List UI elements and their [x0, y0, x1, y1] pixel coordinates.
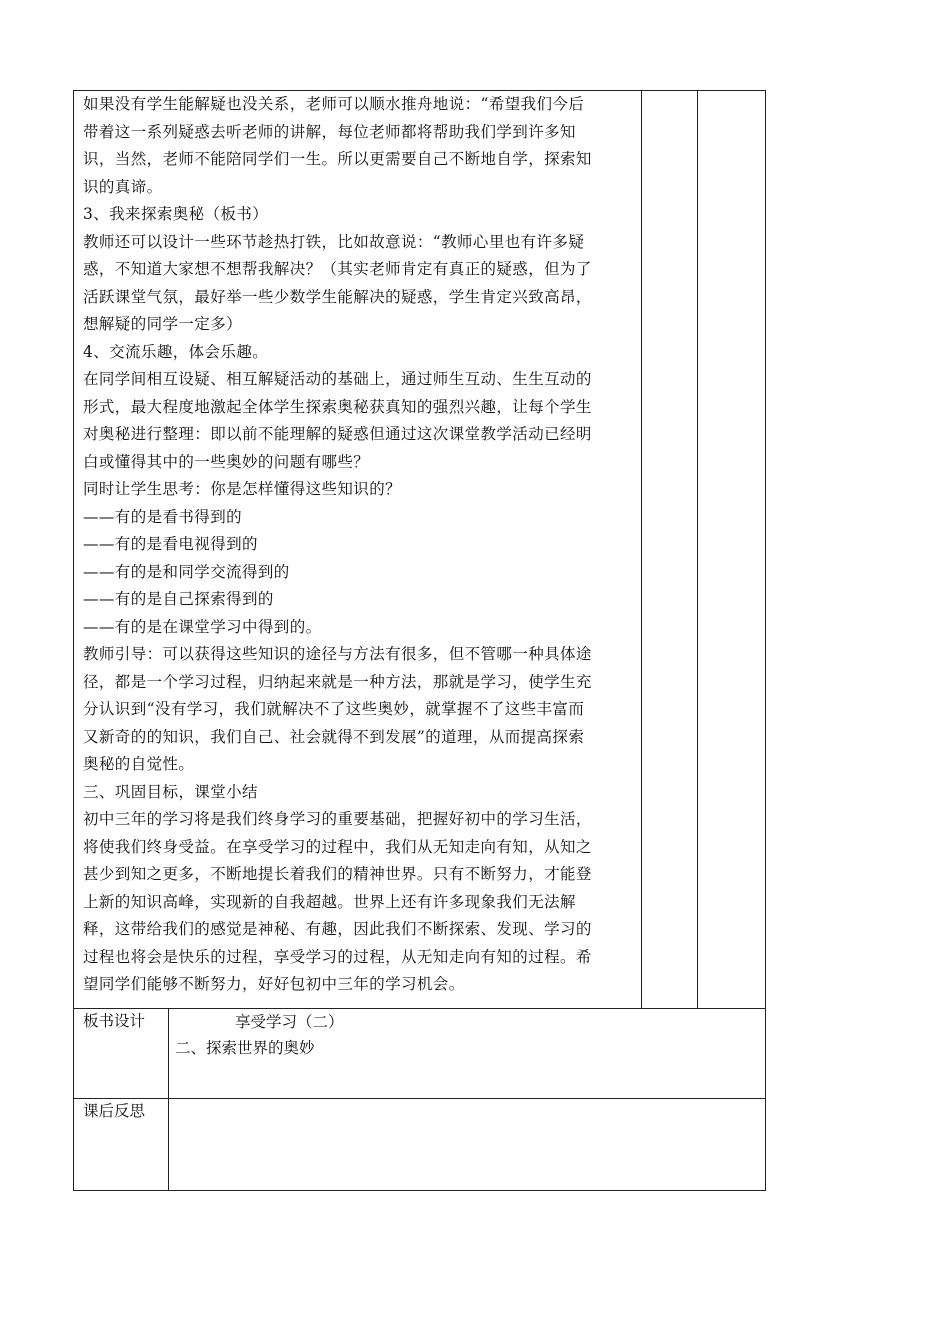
- board-design-subtitle: 二、探索世界的奥妙: [175, 1039, 315, 1057]
- lesson-content-row: [74, 91, 766, 1009]
- reflection-label: 课后反思: [83, 1102, 146, 1120]
- lesson-text-block: [83, 91, 635, 999]
- text-line: 甚少到知之更多，不断地提长着我们的精神世界。只有不断努力，才能登: [83, 865, 592, 883]
- text-line: 三、巩固目标，课堂小结: [83, 782, 258, 801]
- text-line: 上新的知识高峰，实现新的自我超越。世界上还有许多现象我们无法解: [83, 892, 576, 911]
- text-line: 3、我来探索奥秘（板书）: [83, 205, 269, 223]
- text-line: 对奥秘进行整理：即以前不能理解的疑惑但通过这次课堂教学活动已经明: [83, 425, 592, 443]
- text-line: 如果没有学生能解疑也没关系，老师可以顺水推舟地说：“希望我们今后: [83, 95, 585, 113]
- text-line: 在同学间相互设疑、相互解疑活动的基础上，通过师生互动、生生互动的: [83, 370, 592, 388]
- text-line: 想解疑的同学一定多）: [83, 315, 243, 333]
- lesson-plan-table: [73, 90, 766, 1191]
- text-line: 分认识到“没有学习，我们就解决不了这些奥妙，就掌握不了这些丰富而: [83, 700, 585, 718]
- text-line: 初中三年的学习将是我们终身学习的重要基础，把握好初中的学习生活，: [83, 810, 592, 828]
- reflection-row: [74, 1099, 766, 1191]
- reflection-label-cell: [74, 1099, 169, 1191]
- empty-column-cell-2: [698, 91, 766, 1009]
- text-line: 又新奇的的知识，我们自己、社会就得不到发展”的道理，从而提高探索: [83, 727, 585, 746]
- board-design-row: [74, 1009, 766, 1099]
- text-line: 识，当然，老师不能陪同学们一生。所以更需要自己不断地自学，探索知: [83, 150, 592, 168]
- text-line: ——有的是和同学交流得到的: [83, 562, 290, 581]
- text-line: 形式，最大程度地激起全体学生探索奥秘获真知的强烈兴趣，让每个学生: [83, 397, 592, 416]
- reflection-content-cell: [169, 1099, 766, 1191]
- text-line: 径，都是一个学习过程，归纳起来就是一种方法，那就是学习，使学生充: [83, 672, 592, 691]
- board-design-label: 板书设计: [83, 1012, 146, 1030]
- text-line: 识的真谛。: [83, 177, 163, 196]
- text-line: 4、交流乐趣，体会乐趣。: [83, 342, 269, 361]
- text-line: 释，这带给我们的感觉是神秘、有趣，因此我们不断探索、发现、学习的: [83, 920, 592, 938]
- board-design-title: 享受学习（二）: [235, 1013, 344, 1031]
- empty-column-cell-1: [642, 91, 698, 1009]
- text-line: 过程也将会是快乐的过程，享受学习的过程，从无知走向有知的过程。希: [83, 947, 592, 966]
- text-line: 同时让学生思考：你是怎样懂得这些知识的？: [83, 480, 402, 498]
- text-line: ——有的是自己探索得到的: [83, 590, 274, 608]
- text-line: ——有的是在课堂学习中得到的。: [83, 617, 322, 636]
- text-line: 教师引导：可以获得这些知识的途径与方法有很多，但不管哪一种具体途: [83, 645, 592, 663]
- text-line: ——有的是看电视得到的: [83, 535, 258, 553]
- text-line: 活跃课堂气氛，最好举一些少数学生能解决的疑惑，学生肯定兴致高昂，: [83, 287, 592, 306]
- text-line: ——有的是看书得到的: [83, 507, 243, 526]
- text-line: 带着这一系列疑惑去听老师的讲解，每位老师都将帮助我们学到许多知: [83, 122, 576, 141]
- text-line: 将使我们终身受益。在享受学习的过程中，我们从无知走向有知，从知之: [83, 837, 592, 856]
- text-line: 奥秘的自觉性。: [83, 755, 195, 773]
- text-line: 白或懂得其中的一些奥妙的问题有哪些？: [83, 452, 370, 471]
- text-line: 望同学们能够不断努力，好好包初中三年的学习机会。: [83, 975, 465, 993]
- board-design-content-cell: [169, 1009, 766, 1099]
- board-design-label-cell: [74, 1009, 169, 1099]
- lesson-content-cell: [74, 91, 642, 1009]
- text-line: 惑，不知道大家想不想帮我解决？（其实老师肯定有真正的疑惑，但为了: [83, 260, 592, 278]
- text-line: 教师还可以设计一些环节趁热打铁，比如故意说：“教师心里也有许多疑: [83, 232, 585, 251]
